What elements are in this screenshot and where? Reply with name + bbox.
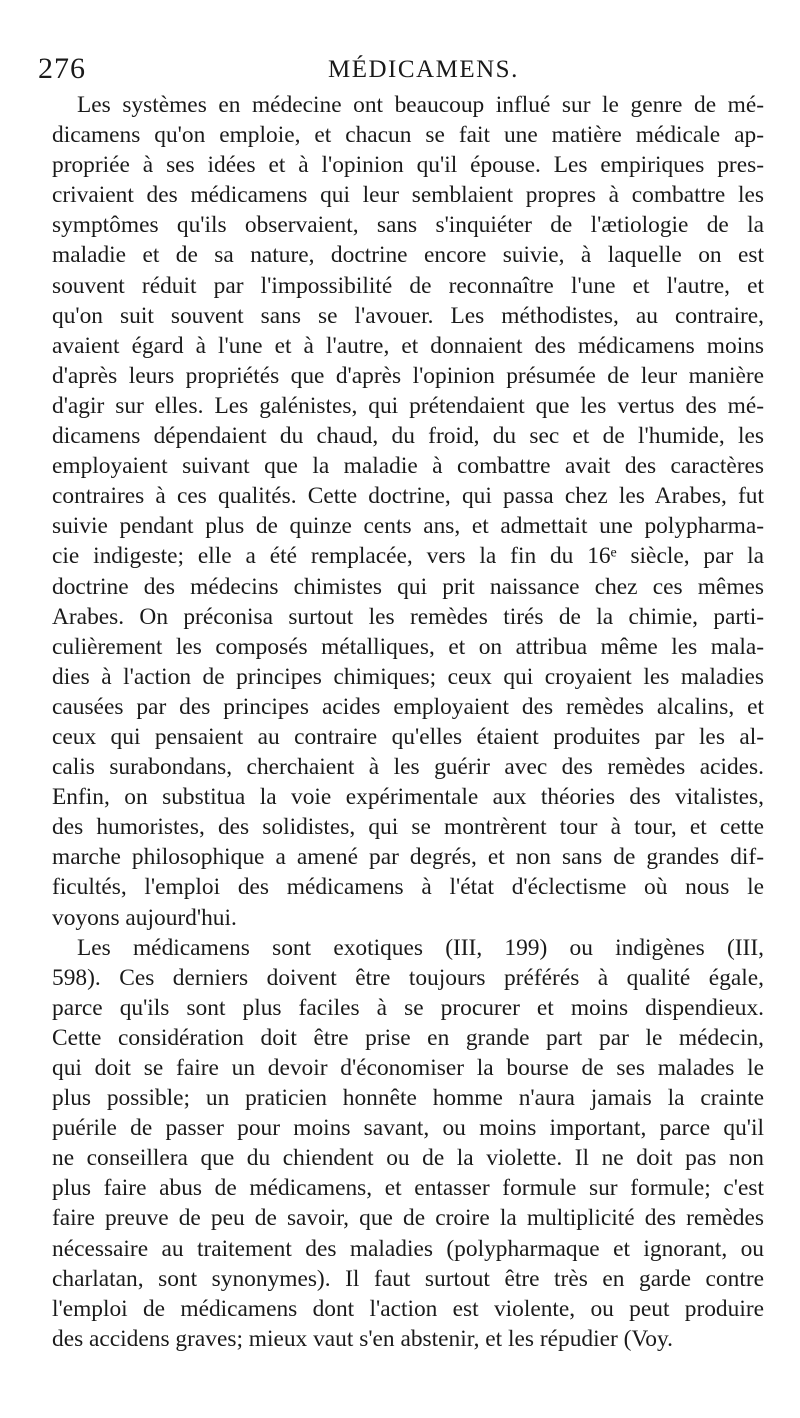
- text-line: souvent réduit par l'impossibilité de reconnaître l'une et l'autre, et: [52, 272, 764, 299]
- text-line: crivaient des médicamens qui leur semblaient propres à combattre les: [52, 182, 764, 209]
- text-line: marche philosophique a amené par degrés, et non sans de grandes dif-: [52, 844, 764, 871]
- paragraph: [52, 90, 764, 933]
- text-line: employaient suivant que la maladie à combattre avait des caractères: [52, 453, 764, 480]
- text-line: avaient égard à l'une et à l'autre, et donnaient des médicamens moins: [52, 332, 764, 359]
- running-title: MÉDICAMENS.: [328, 56, 519, 83]
- text-line: d'après leurs propriétés que d'après l'opinion présumée de leur manière: [52, 362, 764, 389]
- text-line: Cette considération doit être prise en grande part par le médecin,: [52, 1024, 764, 1051]
- text-line: l'emploi de médicamens dont l'action est violente, ou peut produire: [52, 1295, 764, 1322]
- text-line: ceux qui pensaient au contraire qu'elles étaient produites par les al-: [52, 723, 764, 750]
- text-line: dies à l'action de principes chimiques; ceux qui croyaient les maladies: [52, 663, 764, 690]
- text-line: causées par des principes acides employaient des remèdes alcalins, et: [52, 693, 764, 720]
- text-line: calis surabondans, cherchaient à les guérir avec des remèdes acides.: [52, 754, 764, 781]
- text-line: des humoristes, des solidistes, qui se montrèrent tour à tour, et cette: [52, 814, 764, 841]
- page-header: [38, 52, 778, 92]
- text-line: cie indigeste; elle a été remplacée, vers la fin du 16ᵉ siècle, par la: [52, 543, 764, 570]
- text-line: plus possible; un praticien honnête homme n'aura jamais la crainte: [52, 1085, 764, 1112]
- text-line: qui doit se faire un devoir d'économiser la bourse de ses malades le: [52, 1055, 764, 1081]
- text-line: symptômes qu'ils observaient, sans s'inquiéter de l'ætiologie de la: [52, 212, 764, 239]
- text-line: ficultés, l'emploi des médicamens à l'état d'éclectisme où nous le: [52, 874, 764, 901]
- text-line: ne conseillera que du chiendent ou de la violette. Il ne doit pas non: [52, 1145, 764, 1172]
- text-line: Enfin, on substitua la voie expérimentale aux théories des vitalistes,: [52, 784, 764, 811]
- text-line: voyons aujourd'hui.: [52, 904, 237, 931]
- text-line: plus faire abus de médicamens, et entasser formule sur formule; c'est: [52, 1175, 764, 1202]
- paragraph: [52, 933, 764, 1354]
- text-line: Les médicamens sont exotiques (III, 199) ou indigènes (III,: [77, 934, 764, 961]
- text-line: 598). Ces derniers doivent être toujours préférés à qualité égale,: [52, 964, 764, 991]
- text-line: propriée à ses idées et à l'opinion qu'il épouse. Les empiriques pres-: [52, 152, 764, 179]
- text-line: charlatan, sont synonymes). Il faut surtout être très en garde contre: [52, 1265, 764, 1292]
- text-line: dicamens qu'on emploie, et chacun se fait une matière médicale ap-: [52, 122, 764, 149]
- text-line: nécessaire au traitement des maladies (polypharmaque et ignorant, ou: [52, 1235, 764, 1262]
- text-line: maladie et de sa nature, doctrine encore suivie, à laquelle on est: [52, 242, 764, 269]
- text-line: contraires à ces qualités. Cette doctrine, qui passa chez les Arabes, fut: [52, 483, 764, 510]
- text-line: faire preuve de peu de savoir, que de croire la multiplicité des remèdes: [52, 1205, 764, 1232]
- text-line: d'agir sur elles. Les galénistes, qui prétendaient que les vertus des mé-: [52, 392, 764, 419]
- text-line: suivie pendant plus de quinze cents ans, et admettait une polypharma-: [52, 513, 764, 540]
- page-number: 276: [38, 52, 86, 85]
- text-line: qu'on suit souvent sans se l'avouer. Les méthodistes, au contraire,: [52, 302, 764, 329]
- text-line: doctrine des médecins chimistes qui prit naissance chez ces mêmes: [52, 573, 764, 600]
- text-line: parce qu'ils sont plus faciles à se procurer et moins dispendieux.: [52, 994, 764, 1021]
- text-line: puérile de passer pour moins savant, ou moins important, parce qu'il: [52, 1115, 764, 1142]
- text-line: dicamens dépendaient du chaud, du froid, du sec et de l'humide, les: [52, 423, 764, 450]
- text-line: des accidens graves; mieux vaut s'en abstenir, et les répudier (Voy.: [52, 1325, 673, 1352]
- text-line: Arabes. On préconisa surtout les remèdes tirés de la chimie, parti-: [52, 603, 764, 630]
- body-text: [52, 90, 764, 1354]
- text-line: culièrement les composés métalliques, et on attribua même les mala-: [52, 633, 764, 660]
- text-line: Les systèmes en médecine ont beaucoup influé sur le genre de mé-: [77, 92, 764, 118]
